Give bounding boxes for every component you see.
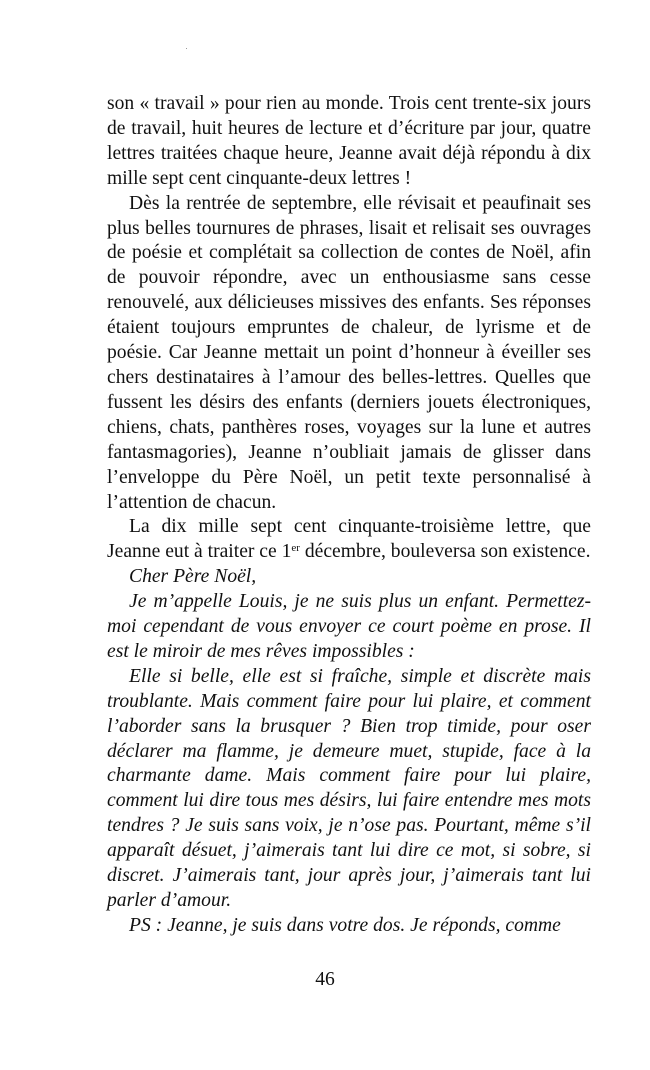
paragraph-september: Dès la rentrée de septembre, elle révisait et peaufinait ses plus belles tournures de phrases, lisait et relisait ses ouvrages de poésie et complétait sa collection de contes de Noël, afin de pouvoir répondre, avec un enthousiasme sans cesse renouvelé, aux délicieuses missives des enfants. Ses réponses étaient toujours empruntes de chaleur, de lyrisme et de poésie. Car Jeanne mettait un point d’honneur à éveiller ses chers destinataires à l’amour des belles-lettres. Quelles que fussent les désirs des enfants (derniers jouets électroniques, chiens, chats, panthères roses, voyages sur la lune et autres fantasmagories), Jeanne n’oubliait jamais de glisser dans l’enveloppe du Père Noël, un petit texte personnalisé à l’attention de chacun. [107, 192, 591, 513]
ordinal-superscript: er [291, 542, 300, 555]
paragraph-continuation: son « travail » pour rien au monde. Trois cent trente-six jours de travail, huit heures de lecture et d’écriture par jour, quatre lettres traitées chaque heure, Jeanne avait déjà répondu à dix mille sept cent cinquante-deux lettres ! [107, 93, 591, 189]
body-text [107, 92, 591, 939]
letter-postscript: PS : Jeanne, je suis dans votre dos. Je réponds, comme [129, 914, 561, 936]
paragraph-letter-intro-end: décembre, bouleversa son existence. [299, 541, 591, 563]
scan-speck [186, 48, 187, 49]
paragraph-letter-intro [107, 515, 591, 565]
letter-salutation: Cher Père Noël, [129, 566, 257, 588]
letter-poem: Elle si belle, elle est si fraîche, simple et discrète mais troublante. Mais comment faire pour lui plaire, et comment l’aborder sans la brusquer ? Bien trop timide, pour oser déclarer ma flamme, je demeure muet, stupide, face à la charmante dame. Mais comment faire pour lui plaire, comment lui dire tous mes désirs, lui faire entendre mes mots tendres ? Je suis sans voix, je n’ose pas. Pourtant, même s’il apparaît désuet, j’aimerais tant lui dire ce mot, si sobre, si discret. J’aimerais tant, jour après jour, j’aimerais tant lui parler d’amour. [107, 665, 591, 911]
page-number: 46 [315, 969, 335, 990]
letter-intro: Je m’appelle Louis, je ne suis plus un enfant. Permettez-moi cependant de vous envoyer ce court poème en prose. Il est le miroir de mes rêves impossibles : [107, 591, 591, 662]
paragraph-letter-intro-start: La dix mille sept cent cinquante-troisième lettre, que Jeanne eut à traiter ce 1 [107, 516, 591, 563]
